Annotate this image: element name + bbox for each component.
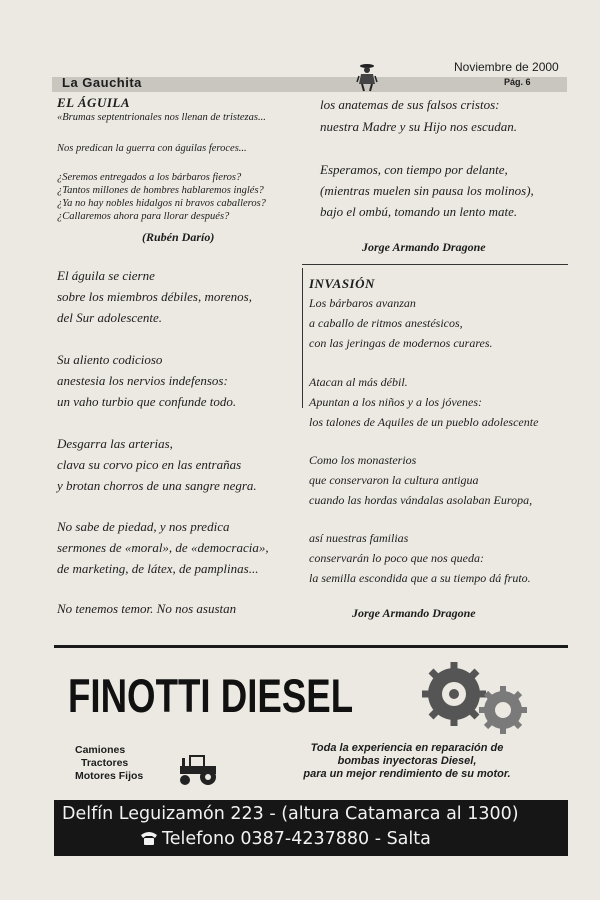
verse-line: la semilla escondida que a su tiempo dá fruto. — [309, 571, 531, 585]
column-divider-horizontal — [302, 264, 568, 265]
verse-line: No sabe de piedad, y nos predica — [57, 519, 230, 534]
verse-line: así nuestras familias — [309, 531, 409, 545]
verse-line: que conservaron la cultura antigua — [309, 473, 479, 487]
verse-line: El águila se cierne — [57, 268, 155, 283]
verse-line: cuando las hordas vándalas asolaban Europa, — [309, 493, 533, 507]
page-number: Pág. 6 — [504, 77, 531, 87]
column-divider-vertical — [302, 268, 303, 408]
epigraph-line: «Brumas septentrionales nos llenan de tristezas... — [57, 112, 266, 123]
issue-date: Noviembre de 2000 — [454, 60, 559, 74]
poem-title: EL ÁGUILA — [57, 95, 130, 110]
verse-line: nuestra Madre y su Hijo nos escudan. — [320, 119, 518, 134]
tractor-icon — [176, 752, 224, 791]
verse-line: (mientras muelen sin pausa los molinos), — [320, 183, 534, 198]
verse-line: de marketing, de látex, de pamplinas... — [57, 561, 259, 576]
verse-line: Atacan al más débil. — [309, 375, 408, 389]
verse-line: conservarán lo poco que nos queda: — [309, 551, 484, 565]
epigraph-line: ¿Ya no hay nobles hidalgos ni bravos caballeros? — [57, 198, 266, 209]
ad-slogan — [272, 742, 542, 781]
poem-title: INVASIÓN — [309, 276, 375, 291]
ad-service-item: Tractores — [81, 757, 129, 769]
verse-line: a caballo de ritmos anestésicos, — [309, 316, 463, 330]
gears-icon — [418, 660, 533, 745]
newsletter-title: La Gauchita — [62, 75, 142, 90]
gaucho-figure-icon — [356, 62, 378, 97]
verse-line: clava su corvo pico en las entrañas — [57, 457, 242, 472]
epigraph-author: (Rubén Darío) — [142, 230, 215, 244]
epigraph-line: ¿Seremos entregados a los bárbaros fieros? — [57, 172, 242, 183]
verse-line: Apuntan a los niños y a los jóvenes: — [309, 395, 482, 409]
verse-line: Su aliento codicioso — [57, 352, 163, 367]
ad-services-list — [75, 744, 143, 783]
phone-icon — [140, 830, 158, 851]
verse-line: anestesia los nervios indefensos: — [57, 373, 228, 388]
ad-service-item: Motores Fijos — [75, 770, 144, 782]
ad-brand: FINOTTI DIESEL — [68, 669, 354, 722]
poem-author: Jorge Armando Dragone — [362, 240, 486, 254]
ad-phone: Telefono 0387-4237880 - Salta — [162, 829, 431, 849]
ad-slogan-line: para un mejor rendimiento de su motor. — [303, 768, 511, 780]
verse-line: del Sur adolescente. — [57, 310, 163, 325]
verse-line: un vaho turbio que confunde todo. — [57, 394, 237, 409]
verse-line: los anatemas de sus falsos cristos: — [320, 97, 500, 112]
verse-line: No tenemos temor. No nos asustan — [57, 601, 237, 616]
ad-slogan-line: Toda la experiencia en reparación de — [310, 742, 504, 754]
verse-line: bajo el ombú, tomando un lento mate. — [320, 204, 518, 219]
ad-top-rule — [54, 645, 568, 648]
verse-line: y brotan chorros de una sangre negra. — [57, 478, 257, 493]
verse-line: Como los monasterios — [309, 453, 417, 467]
verse-line: con las jeringas de modernos curares. — [309, 336, 493, 350]
verse-line: sermones de «moral», de «democracia», — [57, 540, 269, 555]
ad-address: Delfín Leguizamón 223 - (altura Catamarca al 1300) — [62, 804, 519, 824]
page-header — [52, 62, 572, 94]
ad-phone-line — [140, 829, 431, 851]
ad-slogan-line: bombas inyectoras Diesel, — [337, 755, 477, 767]
epigraph-line: Nos predican la guerra con águilas feroces... — [57, 143, 247, 154]
epigraph-line: ¿Callaremos ahora para llorar después? — [57, 211, 230, 222]
poem-author: Jorge Armando Dragone — [352, 606, 476, 620]
verse-line: los talones de Aquiles de un pueblo adolescente — [309, 415, 539, 429]
verse-line: Los bárbaros avanzan — [309, 296, 416, 310]
verse-line: sobre los miembros débiles, morenos, — [57, 289, 252, 304]
ad-contact-bar — [54, 800, 568, 856]
verse-line: Desgarra las arterias, — [57, 436, 173, 451]
ad-service-item: Camiones — [75, 744, 126, 756]
epigraph-line: ¿Tantos millones de hombres hablaremos inglés? — [57, 185, 264, 196]
verse-line: Esperamos, con tiempo por delante, — [320, 162, 508, 177]
